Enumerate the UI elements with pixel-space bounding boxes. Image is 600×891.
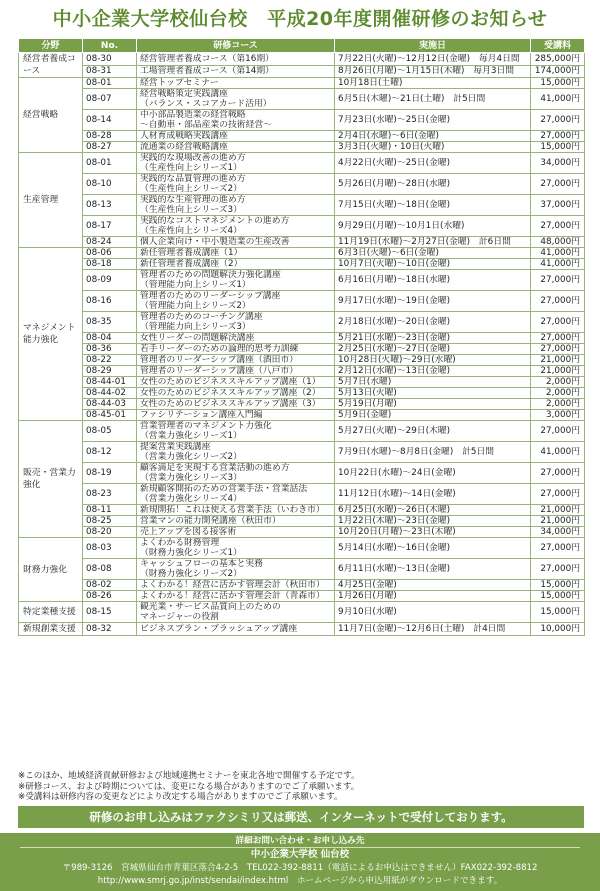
- course-title: 観光業・サービス品質向上のための: [140, 602, 281, 612]
- table-row: [19, 65, 585, 78]
- table-row: [19, 602, 585, 623]
- fee-cell: 21,000円: [531, 366, 585, 377]
- course-title: 女性のためのビジネススキルアップ講座（3）: [140, 399, 321, 409]
- course-name-cell: [137, 153, 335, 174]
- course-title: ビジネスプラン・ブラッシュアップ講座: [140, 624, 298, 634]
- dates-cell: 9月29日(月曜)～10月1日(水曜): [335, 216, 531, 237]
- category-cell: 経営者養成コース: [19, 53, 83, 78]
- table-row: [19, 110, 585, 131]
- header-course: 研修コース: [137, 39, 335, 53]
- fee-cell: 41,000円: [531, 442, 585, 463]
- dates-cell: 10月20日(月曜)～23日(木曜): [335, 527, 531, 538]
- course-name-cell: [137, 248, 335, 259]
- fee-cell: 27,000円: [531, 216, 585, 237]
- course-number-cell: 08-10: [83, 174, 137, 195]
- dates-cell: 5月26日(月曜)～28日(水曜): [335, 174, 531, 195]
- course-number-cell: 08-26: [83, 591, 137, 602]
- course-subtitle: （営業力強化シリーズ4）: [140, 494, 242, 504]
- table-row: [19, 248, 585, 259]
- course-number-cell: 08-02: [83, 580, 137, 591]
- course-name-cell: [137, 195, 335, 216]
- course-name-cell: [137, 110, 335, 131]
- table-row: [19, 89, 585, 110]
- course-number-cell: 08-15: [83, 602, 137, 623]
- dates-cell: 5月9日(金曜): [335, 410, 531, 421]
- table-row: [19, 216, 585, 237]
- course-title: 新任管理者養成講座（2）: [140, 259, 243, 269]
- course-title: 管理者のためのコーチング講座: [140, 312, 263, 322]
- table-row: [19, 484, 585, 505]
- course-number-cell: 08-25: [83, 516, 137, 527]
- dates-cell: 2月25日(水曜)～27日(金曜): [335, 344, 531, 355]
- course-number-cell: 08-44-02: [83, 388, 137, 399]
- dates-cell: 7月9日(水曜)～8月8日(金曜) 計5日間: [335, 442, 531, 463]
- course-number-cell: 08-32: [83, 623, 137, 636]
- header-fee: 受講料: [531, 39, 585, 53]
- fee-cell: 27,000円: [531, 333, 585, 344]
- fee-cell: 174,000円: [531, 65, 585, 78]
- dates-cell: 2月18日(水曜)～20日(金曜): [335, 312, 531, 333]
- course-title: 管理者のリーダーシップ講座（八戸市）: [140, 366, 298, 376]
- course-title: 中小部品製造業の経営戦略: [140, 110, 246, 120]
- fee-cell: 15,000円: [531, 78, 585, 89]
- dates-cell: 9月10日(水曜): [335, 602, 531, 623]
- course-title: 女性リーダーの問題解決講座: [140, 333, 255, 343]
- course-number-cell: 08-30: [83, 53, 137, 66]
- course-name-cell: [137, 291, 335, 312]
- category-cell: 新規創業支援: [19, 623, 83, 636]
- course-name-cell: [137, 399, 335, 410]
- course-subtitle: （生産性向上シリーズ2）: [140, 184, 242, 194]
- course-title: 経営戦略策定実践講座: [140, 89, 228, 99]
- course-subtitle: （管理能力向上シリーズ3）: [140, 322, 251, 332]
- course-number-cell: 08-17: [83, 216, 137, 237]
- fee-cell: 10,000円: [531, 623, 585, 636]
- dates-cell: 11月7日(金曜)～12月6日(土曜) 計4日間: [335, 623, 531, 636]
- dates-cell: 7月23日(水曜)～25日(金曜): [335, 110, 531, 131]
- website-line[interactable]: http://www.smrj.go.jp/inst/sendai/index.html ホームページから申込用紙がダウンロードできます。: [97, 876, 503, 886]
- course-name-cell: [137, 388, 335, 399]
- course-number-cell: 08-45-01: [83, 410, 137, 421]
- notes: [18, 771, 584, 803]
- course-subtitle: （生産性向上シリーズ4）: [140, 226, 242, 236]
- fee-cell: 27,000円: [531, 270, 585, 291]
- fee-cell: 27,000円: [531, 291, 585, 312]
- course-number-cell: 08-07: [83, 89, 137, 110]
- course-subtitle: （営業力強化シリーズ3）: [140, 473, 242, 483]
- fee-cell: 41,000円: [531, 89, 585, 110]
- dates-cell: 7月15日(火曜)～18日(金曜): [335, 195, 531, 216]
- note-line: ※受講料は研修内容の変更などにより改定する場合がありますのでご了承願います。: [18, 792, 343, 803]
- table-body: [19, 53, 585, 636]
- table-row: [19, 153, 585, 174]
- course-title: 管理者のための問題解決力強化講座: [140, 270, 281, 280]
- course-title: キャッシュフローの基本と実務: [140, 559, 263, 569]
- table-row: [19, 377, 585, 388]
- course-subtitle: （財務力強化シリーズ2）: [140, 569, 242, 579]
- fee-cell: 285,000円: [531, 53, 585, 66]
- dates-cell: 6月16日(月曜)～18日(水曜): [335, 270, 531, 291]
- course-title: 管理者のためのリーダーシップ講座: [140, 291, 281, 301]
- course-title: 提案営業実践講座: [140, 442, 211, 452]
- contact-heading: 詳細お問い合わせ・お申し込み先: [20, 833, 580, 848]
- course-number-cell: 08-36: [83, 344, 137, 355]
- dates-cell: 6月5日(木曜)～21日(土曜) 計5日間: [335, 89, 531, 110]
- fee-cell: 27,000円: [531, 538, 585, 559]
- course-title: 女性のためのビジネススキルアップ講座（1）: [140, 377, 321, 387]
- dates-cell: 9月17日(水曜)～19日(金曜): [335, 291, 531, 312]
- dates-cell: 2月12日(水曜)～13日(金曜): [335, 366, 531, 377]
- fee-cell: 27,000円: [531, 559, 585, 580]
- table-row: [19, 580, 585, 591]
- note-line: ※このほか、地域経済貢献研修および地域連携セミナーを東北各地で開催する予定です。: [18, 771, 360, 781]
- course-title: 工場管理者養成コース（第14期）: [140, 66, 274, 77]
- course-subtitle: （生産性向上シリーズ1）: [140, 163, 242, 173]
- category-cell: マネジメント能力強化: [19, 248, 83, 421]
- course-number-cell: 08-05: [83, 421, 137, 442]
- table-row: [19, 421, 585, 442]
- course-name-cell: [137, 484, 335, 505]
- course-subtitle: （営業力強化シリーズ2）: [140, 452, 242, 462]
- fee-cell: 15,000円: [531, 142, 585, 153]
- table-row: [19, 142, 585, 153]
- table-row: [19, 333, 585, 344]
- course-title: 個人企業向け・中小製造業の生産改善: [140, 237, 290, 247]
- course-title: 管理者のリーダーシップ講座（酒田市）: [140, 355, 298, 365]
- table-row: [19, 174, 585, 195]
- category-cell: 生産管理: [19, 153, 83, 248]
- dates-cell: 10月28日(火曜)～29日(水曜): [335, 355, 531, 366]
- fee-cell: 41,000円: [531, 259, 585, 270]
- header-number: No.: [83, 39, 137, 53]
- course-number-cell: 08-09: [83, 270, 137, 291]
- course-number-cell: 08-44-01: [83, 377, 137, 388]
- dates-cell: 5月27日(火曜)～29日(木曜): [335, 421, 531, 442]
- course-title: 顧客満足を実現する営業活動の進め方: [140, 463, 290, 473]
- category-cell: 財務力強化: [19, 538, 83, 602]
- table-row: [19, 538, 585, 559]
- table-row: [19, 344, 585, 355]
- table-row: [19, 399, 585, 410]
- fee-cell: 2,000円: [531, 388, 585, 399]
- course-name-cell: [137, 53, 335, 66]
- table-row: [19, 366, 585, 377]
- course-name-cell: [137, 237, 335, 248]
- table-row: [19, 53, 585, 66]
- course-number-cell: 08-27: [83, 142, 137, 153]
- table-row: [19, 237, 585, 248]
- course-name-cell: [137, 216, 335, 237]
- course-number-cell: 08-04: [83, 333, 137, 344]
- course-number-cell: 08-01: [83, 153, 137, 174]
- table-row: [19, 291, 585, 312]
- table-row: [19, 442, 585, 463]
- dates-cell: 7月22日(火曜)～12月12日(金曜) 毎月4日間: [335, 53, 531, 66]
- course-number-cell: 08-31: [83, 65, 137, 78]
- course-number-cell: 08-29: [83, 366, 137, 377]
- course-number-cell: 08-19: [83, 463, 137, 484]
- dates-cell: 1月26日(月曜): [335, 591, 531, 602]
- fee-cell: 21,000円: [531, 355, 585, 366]
- dates-cell: 8月26日(月曜)～1月15日(木曜) 毎月3日間: [335, 65, 531, 78]
- fee-cell: 15,000円: [531, 580, 585, 591]
- course-number-cell: 08-44-03: [83, 399, 137, 410]
- course-name-cell: [137, 355, 335, 366]
- dates-cell: 5月14日(水曜)～16日(金曜): [335, 538, 531, 559]
- course-name-cell: [137, 623, 335, 636]
- table-row: [19, 505, 585, 516]
- fee-cell: 21,000円: [531, 505, 585, 516]
- course-name-cell: [137, 516, 335, 527]
- table-row: [19, 623, 585, 636]
- course-name-cell: [137, 344, 335, 355]
- course-schedule-table: [18, 38, 585, 636]
- address-line: 〒989-3126 宮城県仙台市青葉区落合4-2-5 TEL022-392-8811（電話によるお申込はできません）FAX022-392-8812: [62, 863, 538, 873]
- course-name-cell: [137, 366, 335, 377]
- table-row: [19, 195, 585, 216]
- course-name-cell: [137, 89, 335, 110]
- fee-cell: 48,000円: [531, 237, 585, 248]
- fee-cell: 21,000円: [531, 516, 585, 527]
- fee-cell: 37,000円: [531, 195, 585, 216]
- course-title: 経営トップセミナー: [140, 78, 219, 88]
- course-name-cell: [137, 410, 335, 421]
- fee-cell: 34,000円: [531, 527, 585, 538]
- course-number-cell: 08-12: [83, 442, 137, 463]
- course-number-cell: 08-03: [83, 538, 137, 559]
- course-subtitle: （生産性向上シリーズ3）: [140, 205, 242, 215]
- dates-cell: 10月22日(水曜)～24日(金曜): [335, 463, 531, 484]
- course-title: 実践的な現場改善の進め方: [140, 153, 246, 163]
- course-title: よくわかる！経営に活かす管理会計（秋田市）: [140, 580, 325, 590]
- course-number-cell: 08-13: [83, 195, 137, 216]
- dates-cell: 5月21日(水曜)～23日(金曜): [335, 333, 531, 344]
- course-name-cell: [137, 312, 335, 333]
- dates-cell: 6月11日(水曜)～13日(金曜): [335, 559, 531, 580]
- course-name-cell: [137, 131, 335, 142]
- course-name-cell: [137, 602, 335, 623]
- course-title: よくわかる財務管理: [140, 538, 220, 548]
- dates-cell: 10月18日(土曜): [335, 78, 531, 89]
- course-title: 営業管理者のマネジメント力強化: [140, 421, 272, 431]
- course-number-cell: 08-23: [83, 484, 137, 505]
- dates-cell: 10月7日(火曜)～10日(金曜): [335, 259, 531, 270]
- course-name-cell: [137, 463, 335, 484]
- course-number-cell: 08-28: [83, 131, 137, 142]
- course-title: 人材育成戦略実践講座: [140, 131, 228, 141]
- table-row: [19, 131, 585, 142]
- course-number-cell: 08-01: [83, 78, 137, 89]
- course-title: 実践的な品質管理の進め方: [140, 174, 246, 184]
- course-title: 新任管理者養成講座（1）: [140, 248, 243, 258]
- category-cell: 経営戦略: [19, 78, 83, 153]
- course-name-cell: [137, 270, 335, 291]
- table-row: [19, 355, 585, 366]
- organization-name: 中小企業大学校 仙台校: [250, 849, 350, 860]
- dates-cell: 4月25日(金曜): [335, 580, 531, 591]
- dates-cell: 5月13日(火曜): [335, 388, 531, 399]
- table-header-row: [19, 39, 585, 53]
- fee-cell: 2,000円: [531, 399, 585, 410]
- dates-cell: 5月7日(水曜): [335, 377, 531, 388]
- course-name-cell: [137, 421, 335, 442]
- table-row: [19, 388, 585, 399]
- dates-cell: 6月25日(水曜)～26日(木曜): [335, 505, 531, 516]
- fee-cell: 27,000円: [531, 110, 585, 131]
- header-category: 分野: [19, 39, 83, 53]
- table-row: [19, 78, 585, 89]
- course-subtitle: （管理能力向上シリーズ2）: [140, 301, 251, 311]
- course-name-cell: [137, 505, 335, 516]
- course-name-cell: [137, 65, 335, 78]
- fee-cell: 27,000円: [531, 344, 585, 355]
- fee-cell: 41,000円: [531, 248, 585, 259]
- header-dates: 実施日: [335, 39, 531, 53]
- fee-cell: 34,000円: [531, 153, 585, 174]
- course-name-cell: [137, 78, 335, 89]
- table-row: [19, 463, 585, 484]
- course-name-cell: [137, 559, 335, 580]
- course-number-cell: 08-35: [83, 312, 137, 333]
- dates-cell: 3月3日(火曜)・10日(火曜): [335, 142, 531, 153]
- course-title: 新規顧客開拓のための営業手法・営業話法: [140, 484, 308, 494]
- course-name-cell: [137, 580, 335, 591]
- course-subtitle: マネージャーの役割: [140, 612, 219, 622]
- course-subtitle: （財務力強化シリーズ1）: [140, 548, 242, 558]
- dates-cell: 1月22日(木曜)～23日(金曜): [335, 516, 531, 527]
- dates-cell: 6月3日(火曜)～6日(金曜): [335, 248, 531, 259]
- fee-cell: 27,000円: [531, 131, 585, 142]
- category-cell: 特定業種支援: [19, 602, 83, 623]
- fee-cell: 27,000円: [531, 463, 585, 484]
- table-row: [19, 259, 585, 270]
- course-subtitle: ～自動車・部品産業の技術経営～: [140, 120, 272, 130]
- category-cell: 販売・営業力強化: [19, 421, 83, 538]
- table-row: [19, 527, 585, 538]
- dates-cell: 4月22日(火曜)～25日(金曜): [335, 153, 531, 174]
- fee-cell: 15,000円: [531, 602, 585, 623]
- course-name-cell: [137, 527, 335, 538]
- course-title: 若手リーダーのための論理的思考力訓練: [140, 344, 299, 354]
- course-title: 実践的な生産管理の進め方: [140, 195, 246, 205]
- course-subtitle: （営業力強化シリーズ1）: [140, 431, 242, 441]
- fee-cell: 3,000円: [531, 410, 585, 421]
- course-number-cell: 08-20: [83, 527, 137, 538]
- course-title: 新規開拓！これは使える営業手法（いわき市）: [140, 505, 325, 515]
- fee-cell: 27,000円: [531, 174, 585, 195]
- course-number-cell: 08-06: [83, 248, 137, 259]
- course-name-cell: [137, 142, 335, 153]
- course-title: 流通業の経営戦略講座: [140, 142, 228, 152]
- footer: [0, 833, 600, 891]
- course-name-cell: [137, 442, 335, 463]
- course-title: 女性のためのビジネススキルアップ講座（2）: [140, 388, 321, 398]
- course-title: ファシリテーション講座入門編: [140, 410, 263, 420]
- course-number-cell: 08-18: [83, 259, 137, 270]
- course-name-cell: [137, 377, 335, 388]
- course-title: 売上アップを図る接客術: [140, 527, 237, 537]
- table-row: [19, 516, 585, 527]
- course-name-cell: [137, 591, 335, 602]
- table-row: [19, 559, 585, 580]
- table-row: [19, 312, 585, 333]
- note-line: ※研修コース、および時期については、変更になる場合がありますのでご了承願います。: [18, 781, 360, 792]
- course-name-cell: [137, 538, 335, 559]
- table-row: [19, 270, 585, 291]
- dates-cell: 5月19日(月曜): [335, 399, 531, 410]
- course-title: よくわかる！経営に活かす管理会計（青森市）: [140, 591, 325, 601]
- course-title: 経営管理者養成コース（第16期）: [140, 53, 274, 64]
- course-name-cell: [137, 174, 335, 195]
- course-number-cell: 08-14: [83, 110, 137, 131]
- application-banner: 研修のお申し込みはファクシミリ又は郵送、インターネットで受付しております。: [18, 806, 584, 828]
- table-row: [19, 591, 585, 602]
- fee-cell: 2,000円: [531, 377, 585, 388]
- course-title: 営業マンの能力開発講座（秋田市）: [140, 516, 281, 526]
- course-number-cell: 08-16: [83, 291, 137, 312]
- page-title: 中小企業大学校仙台校 平成20年度開催研修のお知らせ: [52, 8, 548, 30]
- table-row: [19, 410, 585, 421]
- fee-cell: 27,000円: [531, 312, 585, 333]
- course-title: 実践的なコストマネジメントの進め方: [140, 216, 290, 226]
- course-name-cell: [137, 259, 335, 270]
- course-subtitle: （管理能力向上シリーズ1）: [140, 280, 251, 290]
- fee-cell: 15,000円: [531, 591, 585, 602]
- course-subtitle: （バランス・スコアカード活用）: [140, 99, 272, 109]
- course-number-cell: 08-24: [83, 237, 137, 248]
- fee-cell: 27,000円: [531, 484, 585, 505]
- course-number-cell: 08-22: [83, 355, 137, 366]
- course-name-cell: [137, 333, 335, 344]
- dates-cell: 2月4日(水曜)～6日(金曜): [335, 131, 531, 142]
- fee-cell: 27,000円: [531, 421, 585, 442]
- dates-cell: 11月12日(水曜)～14日(金曜): [335, 484, 531, 505]
- dates-cell: 11月19日(水曜)～2月27日(金曜) 計6日間: [335, 237, 531, 248]
- course-number-cell: 08-08: [83, 559, 137, 580]
- course-number-cell: 08-11: [83, 505, 137, 516]
